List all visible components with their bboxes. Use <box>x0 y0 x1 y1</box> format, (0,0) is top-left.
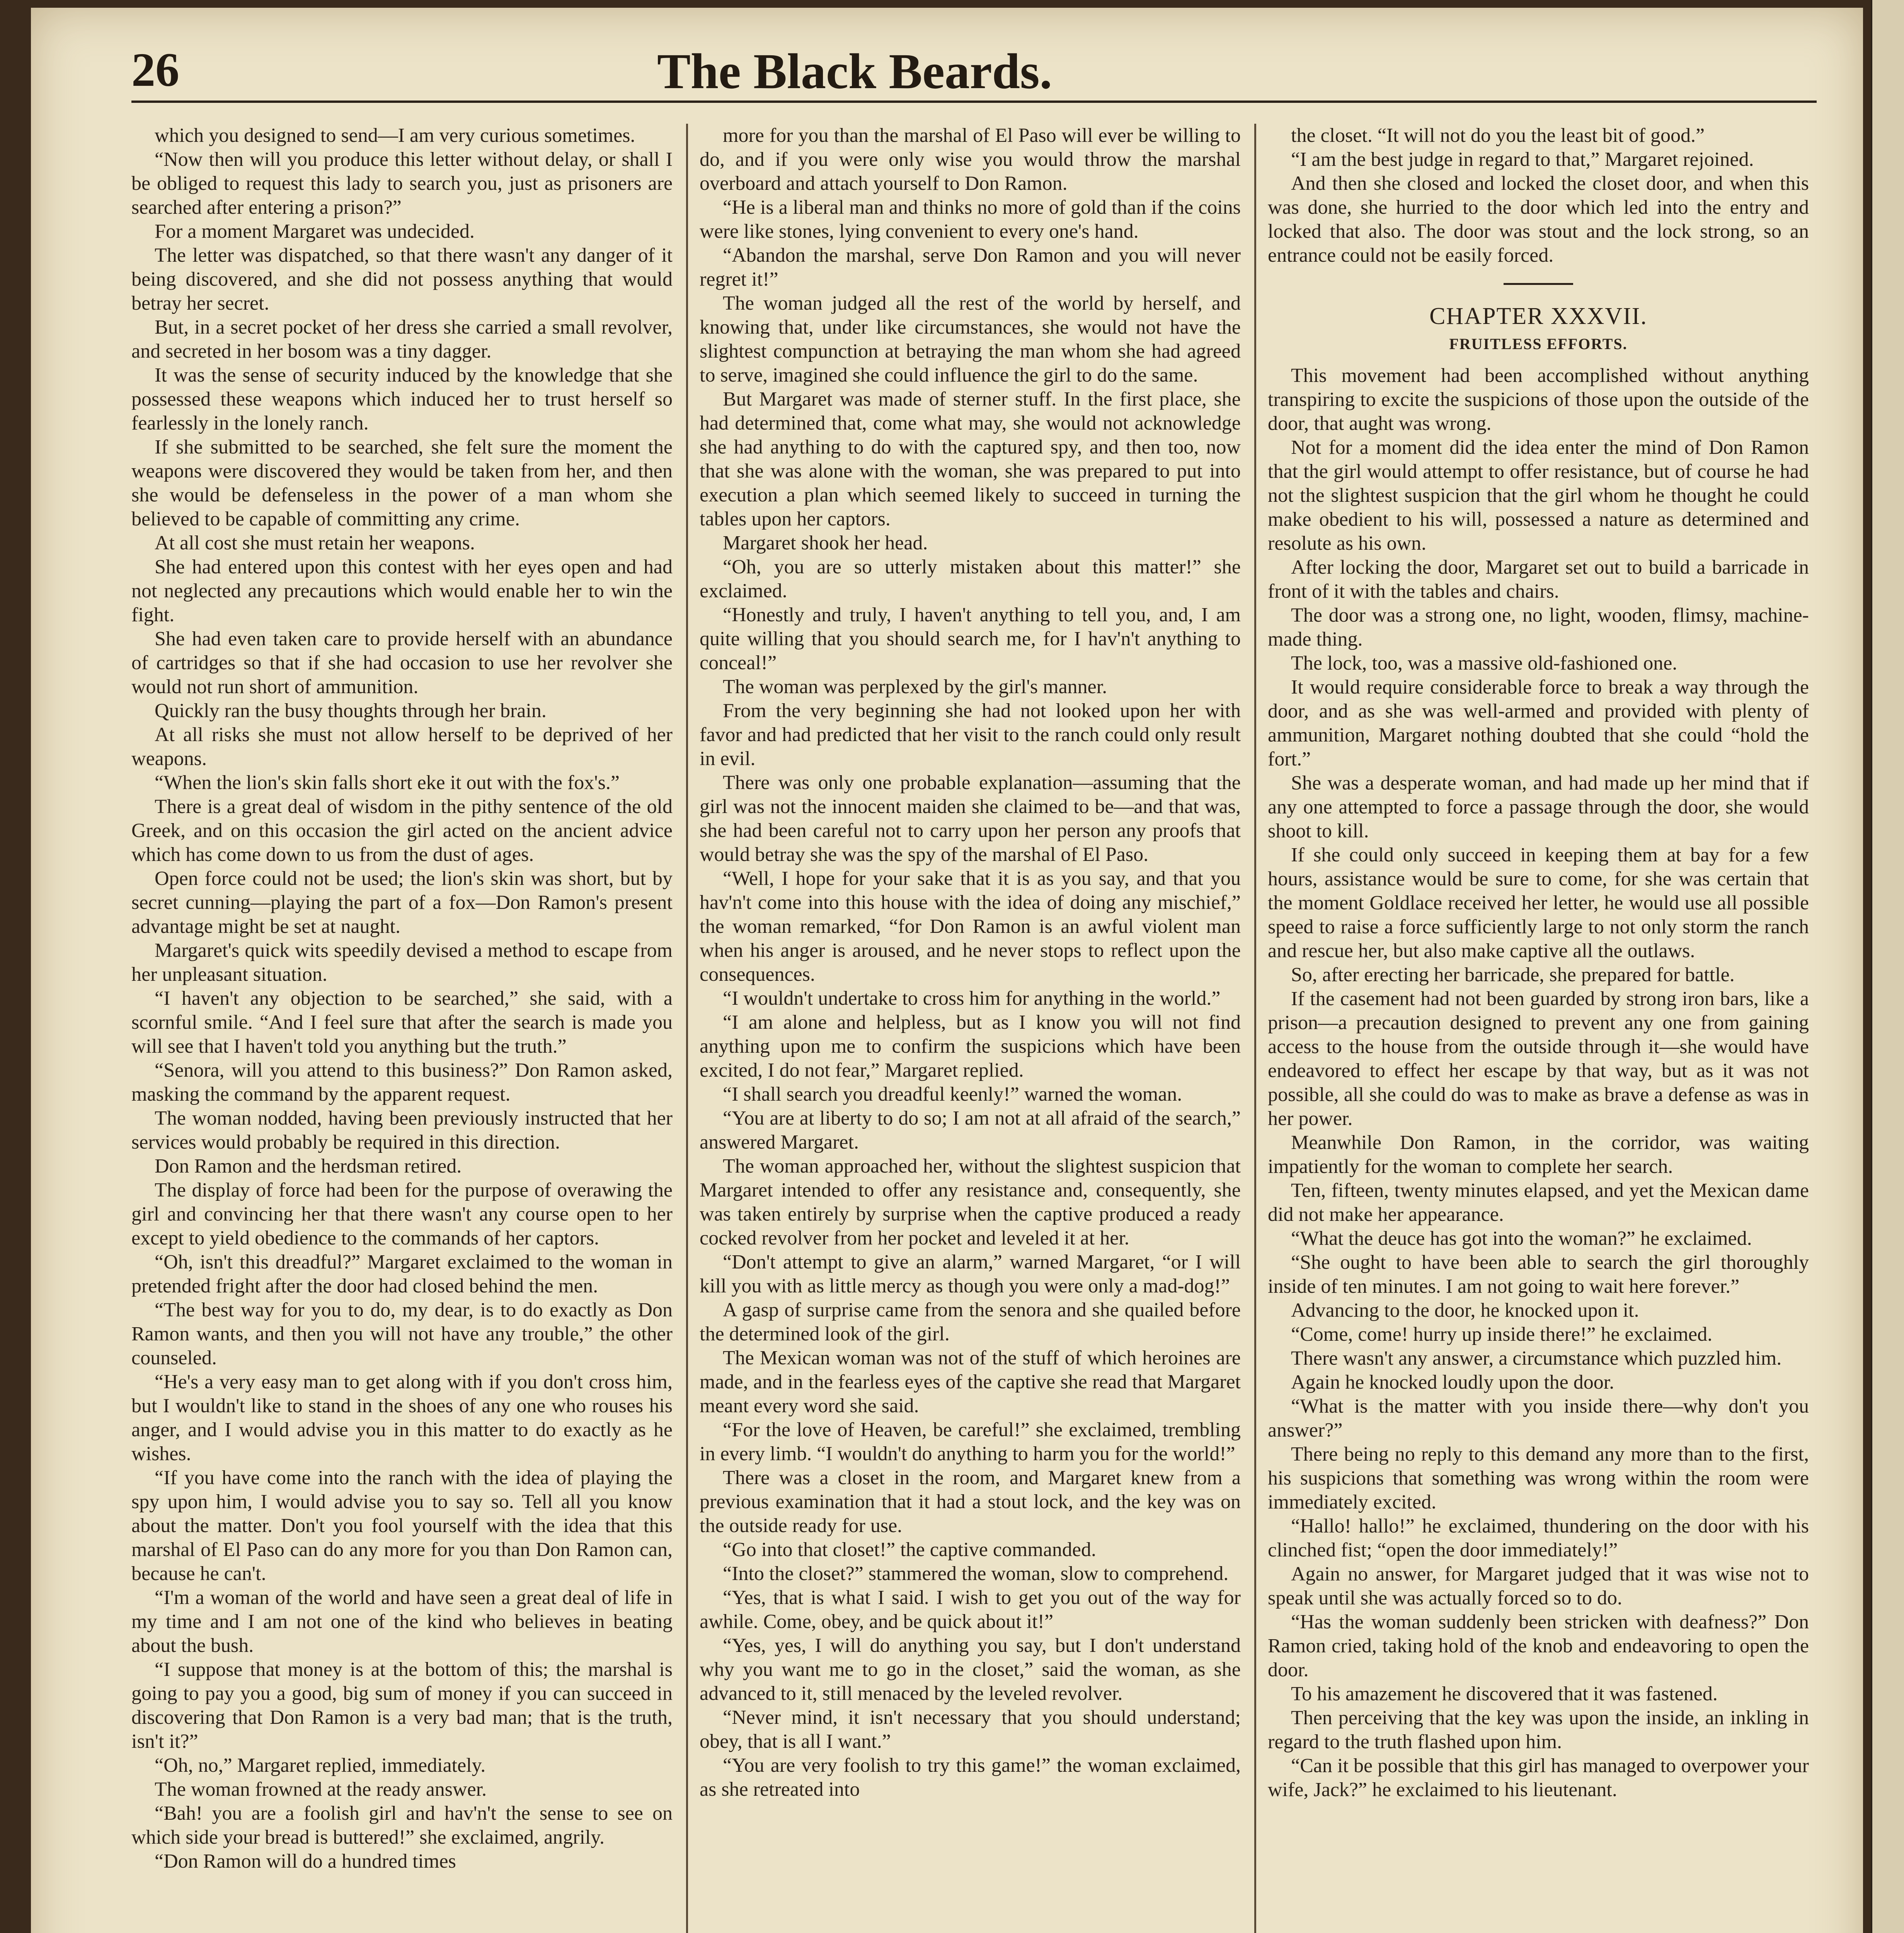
paragraph: There wasn't any answer, a circumstance which puzzled him. <box>1291 1347 1782 1369</box>
paragraph: Open force could not be used; the lion's skin was short, but by secret cunning—playing the part of a fox—Don Ramon's present advantage might be set at naught. <box>131 868 673 938</box>
paragraph: “She ought to have been able to search the girl thoroughly inside of ten minutes. I am not going to wait here forever.” <box>1268 1251 1809 1297</box>
paragraph: She had entered upon this contest with her eyes open and had not neglected any precautions which would enable her to win the fight. <box>131 556 673 626</box>
paragraph: “You are at liberty to do so; I am not at all afraid of the search,” answered Margaret. <box>700 1107 1241 1153</box>
column-3-after <box>1268 364 1809 1802</box>
paragraph: There being no reply to this demand any more than to the first, his suspicions that something was wrong within the room were immediately excited. <box>1268 1443 1809 1513</box>
paragraph: “He's a very easy man to get along with if you don't cross him, but I wouldn't like to stand in the shoes of any one who rouses his anger, and I would advise you in this matter to do exactly as he wishes. <box>131 1371 673 1465</box>
paragraph: The woman approached her, without the slightest suspicion that Margaret intended to offer any resistance and, consequently, she was taken entirely by surprise when the captive produced a ready cocked revolver from her pocket and leveled it at her. <box>700 1155 1241 1249</box>
paragraph: the closet. “It will not do you the least bit of good.” <box>1291 124 1705 147</box>
page-number: 26 <box>131 43 179 96</box>
paragraph: This movement had been accomplished without anything transpiring to excite the suspicions of those upon the outside of the door, that aught was wrong. <box>1268 365 1809 435</box>
paragraph: There is a great deal of wisdom in the pithy sentence of the old Greek, and on this occasion the girl acted on the ancient advice which has come down to us from the dust of ages. <box>131 796 673 866</box>
paragraph: For a moment Margaret was undecided. <box>155 220 475 242</box>
paragraph: To his amazement he discovered that it was fastened. <box>1291 1683 1718 1705</box>
paragraph: “Now then will you produce this letter without delay, or shall I be obliged to request this lady to search you, just as prisoners are searched after entering a prison?” <box>131 148 673 218</box>
paragraph: which you designed to send—I am very curious sometimes. <box>155 124 635 147</box>
paragraph: “Has the woman suddenly been stricken with deafness?” Don Ramon cried, taking hold of the knob and endeavoring to open the door. <box>1268 1611 1809 1681</box>
paragraph: “Don Ramon will do a hundred times <box>155 1850 456 1872</box>
paragraph: Then perceiving that the key was upon the inside, an inkling in regard to the truth flashed upon him. <box>1268 1707 1809 1753</box>
paragraph: She had even taken care to provide herself with an abundance of cartridges so that if she had occasion to use her revolver she would not run short of ammunition. <box>131 628 673 698</box>
paragraph: Margaret shook her head. <box>723 532 928 554</box>
paragraph: Margaret's quick wits speedily devised a method to escape from her unpleasant situation. <box>131 939 673 985</box>
paragraph: But, in a secret pocket of her dress she carried a small revolver, and secreted in her bosom was a tiny dagger. <box>131 316 673 362</box>
article-columns <box>131 124 1813 1933</box>
paragraph: “You are very foolish to try this game!” the woman exclaimed, as she retreated into <box>700 1754 1241 1800</box>
paragraph: “When the lion's skin falls short eke it out with the fox's.” <box>155 772 620 794</box>
paragraph: more for you than the marshal of El Paso will ever be willing to do, and if you were only wise you would throw the marshal overboard and attach yourself to Don Ramon. <box>700 124 1241 194</box>
column-2 <box>700 124 1241 1933</box>
column-3 <box>1268 124 1809 1933</box>
paragraph: “He is a liberal man and thinks no more of gold than if the coins were like stones, lying convenient to every one's hand. <box>700 196 1241 242</box>
paragraph: If the casement had not been guarded by strong iron bars, like a prison—a precaution designed to prevent any one from gaining access to the house from the outside through it—she would have endeavored to effect her escape by that way, but as it was not possible, all she could do was to make as brave a defense as was in her power. <box>1268 988 1809 1130</box>
paragraph: The lock, too, was a massive old-fashioned one. <box>1291 652 1677 674</box>
paragraph: “For the love of Heaven, be careful!” she exclaimed, trembling in every limb. “I wouldn't do anything to harm you for the world!” <box>700 1419 1241 1465</box>
paragraph: “Go into that closet!” the captive commanded. <box>723 1539 1096 1561</box>
paragraph: Meanwhile Don Ramon, in the corridor, was waiting impatiently for the woman to complete her search. <box>1268 1132 1809 1178</box>
paragraph: Not for a moment did the idea enter the mind of Don Ramon that the girl would attempt to offer resistance, but of course he had not the slightest suspicion that the girl whom he thought he could make obedient to his will, possessed a nature as determined and resolute as his own. <box>1268 436 1809 554</box>
paragraph: “I am alone and helpless, but as I know you will not find anything upon me to confirm the suspicions which have been excited, I do not fear,” Margaret replied. <box>700 1011 1241 1081</box>
paragraph: The woman frowned at the ready answer. <box>155 1778 487 1800</box>
adjacent-page-edge <box>1871 0 1904 1933</box>
paragraph: “I'm a woman of the world and have seen a great deal of life in my time and I am not one of the kind who believes in beating about the bush. <box>131 1587 673 1657</box>
newspaper-page <box>31 8 1863 1933</box>
paragraph: Ten, fifteen, twenty minutes elapsed, and yet the Mexican dame did not make her appearance. <box>1268 1180 1809 1226</box>
paragraph: “What is the matter with you inside there—why don't you answer?” <box>1268 1395 1809 1441</box>
paragraph: “Yes, that is what I said. I wish to get you out of the way for awhile. Come, obey, and be quick about it!” <box>700 1587 1241 1633</box>
column-divider <box>686 124 688 1933</box>
paragraph: She was a desperate woman, and had made up her mind that if any one attempted to force a passage through the door, she would shoot to kill. <box>1268 772 1809 842</box>
paragraph: So, after erecting her barricade, she prepared for battle. <box>1291 964 1735 986</box>
paragraph: “Into the closet?” stammered the woman, slow to comprehend. <box>723 1563 1229 1585</box>
paragraph: There was only one probable explanation—assuming that the girl was not the innocent maiden she claimed to be—and that was, she had been careful not to carry upon her person any proofs that would betray she was the spy of the marshal of El Paso. <box>700 772 1241 866</box>
column-1 <box>131 124 673 1933</box>
paragraph: “I wouldn't undertake to cross him for anything in the world.” <box>723 987 1221 1009</box>
column-divider <box>1254 124 1256 1933</box>
paragraph: The door was a strong one, no light, wooden, flimsy, machine-made thing. <box>1268 604 1809 650</box>
paragraph: And then she closed and locked the closet door, and when this was done, she hurried to the door which led into the entry and locked that also. The door was stout and the lock strong, so an entrance could not be easily forced. <box>1268 172 1809 266</box>
paragraph: “Abandon the marshal, serve Don Ramon and you will never regret it!” <box>700 244 1241 290</box>
paragraph: “Don't attempt to give an alarm,” warned Margaret, “or I will kill you with as little mercy as though you were only a mad-dog!” <box>700 1251 1241 1297</box>
paragraph: “Can it be possible that this girl has managed to overpower your wife, Jack?” he exclaimed to his lieutenant. <box>1268 1755 1809 1801</box>
paragraph: “If you have come into the ranch with the idea of playing the spy upon him, I would advise you to say so. Tell all you know about the matter. Don't you fool yourself with the idea that this marshal of El Paso can do any more for you than Don Ramon can, because he can't. <box>131 1467 673 1585</box>
paragraph: Again no answer, for Margaret judged that it was wise not to speak until she was actually forced so to do. <box>1268 1563 1809 1609</box>
paragraph: “I shall search you dreadful keenly!” warned the woman. <box>723 1083 1182 1105</box>
paragraph: Don Ramon and the herdsman retired. <box>155 1155 462 1177</box>
running-title: The Black Beards. <box>657 44 1052 99</box>
paragraph: But Margaret was made of sterner stuff. In the first place, she had determined that, come what may, she would not acknowledge she had anything to do with the captured spy, and then too, now that she was alone with the woman, she was prepared to put into execution a plan which seemed likely to succeed in turning the tables upon her captors. <box>700 388 1241 530</box>
paragraph: At all cost she must retain her weapons. <box>155 532 475 554</box>
page-header <box>131 43 1817 103</box>
paragraph: Quickly ran the busy thoughts through her brain. <box>155 700 547 722</box>
paragraph: “What the deuce has got into the woman?” he exclaimed. <box>1291 1227 1752 1249</box>
paragraph: “Honestly and truly, I haven't anything to tell you, and, I am quite willing that you should search me, for I hav'n't anything to conceal!” <box>700 604 1241 674</box>
paragraph: “The best way for you to do, my dear, is to do exactly as Don Ramon wants, and then you will not have any trouble,” the other counseled. <box>131 1299 673 1369</box>
paragraph: The letter was dispatched, so that there wasn't any danger of it being discovered, and she did not possess anything that would betray her secret. <box>131 244 673 314</box>
paragraph: “I haven't any objection to be searched,” she said, with a scornful smile. “And I feel sure that after the search is made you will see that I haven't told you anything but the truth.” <box>131 987 673 1057</box>
chapter-subtitle: FRUITLESS EFFORTS. <box>1449 335 1628 353</box>
paragraph: The Mexican woman was not of the stuff of which heroines are made, and in the fearless eyes of the captive she read that Margaret meant every word she said. <box>700 1347 1241 1417</box>
paragraph: Advancing to the door, he knocked upon it. <box>1291 1299 1639 1321</box>
paragraph: “Oh, you are so utterly mistaken about this matter!” she exclaimed. <box>700 556 1241 602</box>
chapter-divider <box>1504 283 1573 285</box>
column-3-before <box>1268 124 1809 268</box>
paragraph: “Oh, isn't this dreadful?” Margaret exclaimed to the woman in pretended fright after the door had closed behind the men. <box>131 1251 673 1297</box>
paragraph: After locking the door, Margaret set out to build a barricade in front of it with the tables and chairs. <box>1268 556 1809 602</box>
chapter-heading: CHAPTER XXXVII. <box>1429 303 1647 329</box>
paragraph: At all risks she must not allow herself to be deprived of her weapons. <box>131 724 673 770</box>
paragraph: The woman judged all the rest of the world by herself, and knowing that, under like circumstances, she would not have the slightest compunction at betraying the man whom she had agreed to serve, imagined she could influence the girl to do the same. <box>700 292 1241 386</box>
paragraph: “Yes, yes, I will do anything you say, but I don't understand why you want me to go in the closet,” said the woman, as she advanced to it, still menaced by the leveled revolver. <box>700 1635 1241 1705</box>
paragraph: It would require considerable force to break a way through the door, and as she was well-armed and provided with plenty of ammunition, Margaret nothing doubted that she could “hold the fort.” <box>1268 676 1809 770</box>
paragraph: It was the sense of security induced by the knowledge that she possessed these weapons which induced her to trust herself so fearlessly in the lonely ranch. <box>131 364 673 434</box>
paragraph: “Oh, no,” Margaret replied, immediately. <box>155 1754 486 1776</box>
paragraph: The display of force had been for the purpose of overawing the girl and convincing her that there wasn't any course open to her except to yield obedience to the commands of her captors. <box>131 1179 673 1249</box>
paragraph: “Come, come! hurry up inside there!” he exclaimed. <box>1291 1323 1713 1345</box>
paragraph: A gasp of surprise came from the senora and she quailed before the determined look of the girl. <box>700 1299 1241 1345</box>
paragraph: The woman was perplexed by the girl's manner. <box>723 676 1107 698</box>
paragraph: “I suppose that money is at the bottom of this; the marshal is going to pay you a good, big sum of money if you can succeed in discovering that Don Ramon is a very bad man; that is the truth, isn't it?” <box>131 1659 673 1752</box>
paragraph: There was a closet in the room, and Margaret knew from a previous examination that it had a stout lock, and the key was on the outside ready for use. <box>700 1467 1241 1537</box>
paragraph: “I am the best judge in regard to that,” Margaret rejoined. <box>1291 148 1754 170</box>
paragraph: If she could only succeed in keeping them at bay for a few hours, assistance would be sure to come, for she was certain that the moment Goldlace received her letter, he would use all possible speed to raise a force sufficiently large to not only storm the ranch and rescue her, but also make captive all the outlaws. <box>1268 844 1809 962</box>
paragraph: “Bah! you are a foolish girl and hav'n't the sense to see on which side your bread is buttered!” she exclaimed, angrily. <box>131 1802 673 1848</box>
paragraph: “Well, I hope for your sake that it is as you say, and that you hav'n't come into this house with the idea of doing any mischief,” the woman remarked, “for Don Ramon is an awful violent man when his anger is aroused, and he never stops to reflect upon the consequences. <box>700 868 1241 985</box>
paragraph: “Never mind, it isn't necessary that you should understand; obey, that is all I want.” <box>700 1706 1241 1752</box>
paragraph: “Hallo! hallo!” he exclaimed, thundering on the door with his clinched fist; “open the door immediately!” <box>1268 1515 1809 1561</box>
paragraph: If she submitted to be searched, she felt sure the moment the weapons were discovered they would be taken from her, and then she would be defenseless in the power of a man whom she believed to be capable of committing any crime. <box>131 436 673 530</box>
paragraph: From the very beginning she had not looked upon her with favor and had predicted that her visit to the ranch could only result in evil. <box>700 700 1241 770</box>
paragraph: Again he knocked loudly upon the door. <box>1291 1371 1614 1393</box>
paragraph: “Senora, will you attend to this business?” Don Ramon asked, masking the command by the apparent request. <box>131 1059 673 1105</box>
paragraph: The woman nodded, having been previously instructed that her services would probably be required in this direction. <box>131 1107 673 1153</box>
